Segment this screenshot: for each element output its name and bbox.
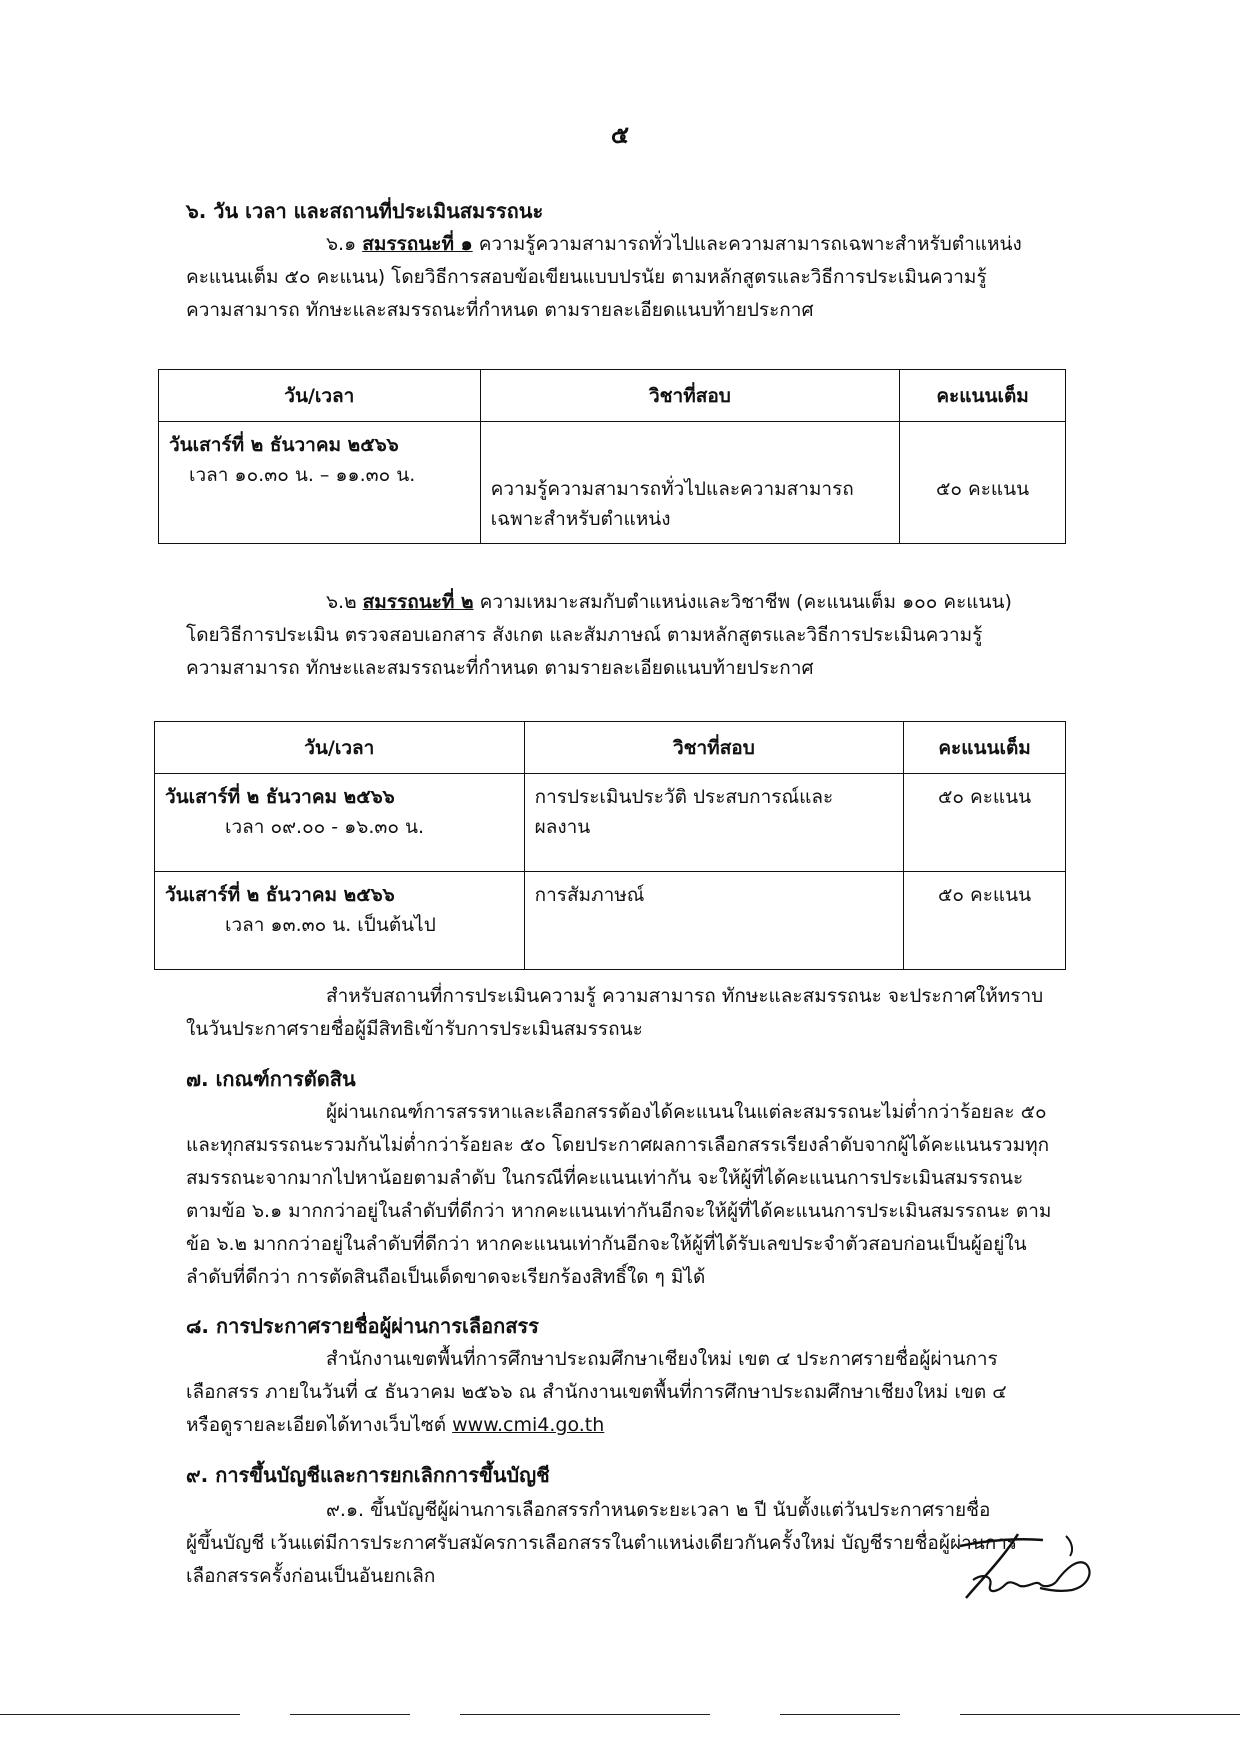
paragraph-line: ผู้ผ่านเกณฑ์การสรรหาและเลือกสรรต้องได้คะแนนในแต่ละสมรรถนะไม่ต่ำกว่าร้อยละ ๕๐ <box>326 1101 1047 1123</box>
table-row <box>159 422 1066 544</box>
paragraph-line: สำนักงานเขตพื้นที่การศึกษาประถมศึกษาเชียงใหม่ เขต ๔ ประกาศรายชื่อผู้ผ่านการ <box>326 1348 998 1370</box>
paragraph-line: และทุกสมรรถนะรวมกันไม่ต่ำกว่าร้อยละ ๕๐ โดยประกาศผลการเลือกสรรเรียงลำดับจากผู้ได้คะแนนรวมทุก <box>186 1134 1050 1156</box>
table-header: วัน/เวลา <box>155 722 525 774</box>
exam-time: เวลา ๑๓.๓๐ น. เป็นต้นไป <box>225 914 436 936</box>
table-row <box>155 872 1066 970</box>
table-header: วิชาที่สอบ <box>480 370 899 422</box>
table-header: คะแนนเต็ม <box>904 722 1066 774</box>
paragraph-line: โดยวิธีการประเมิน ตรวจสอบเอกสาร สังเกต และสัมภาษณ์ ตามหลักสูตรและวิธีการประเมินความรู้ <box>186 624 983 646</box>
footer-rule <box>0 1714 240 1715</box>
subject-cell: การสัมภาษณ์ <box>524 872 904 970</box>
paragraph-line: ในวันประกาศรายชื่อผู้มีสิทธิเข้ารับการประเมินสมรรถนะ <box>186 1018 643 1040</box>
table-header: คะแนนเต็ม <box>900 370 1066 422</box>
paragraph-line: ๖.๑ สมรรถนะที่ ๑ ความรู้ความสามารถทั่วไปและความสามารถเฉพาะสำหรับตำแหน่ง <box>326 233 1022 255</box>
footer-rule <box>960 1714 1240 1715</box>
table-header: วัน/เวลา <box>159 370 481 422</box>
paragraph-line: ผู้ขึ้นบัญชี เว้นแต่มีการประกาศรับสมัครการเลือกสรรในตำแหน่งเดียวกันครั้งใหม่ บัญชีรายชื่อผู้ผ่านการ <box>186 1532 1018 1554</box>
table-header: วิชาที่สอบ <box>524 722 904 774</box>
score-cell: ๕๐ คะแนน <box>904 774 1066 872</box>
section-8-heading: ๘. การประกาศรายชื่อผู้ผ่านการเลือกสรร <box>186 1314 539 1338</box>
venue-paragraph <box>186 980 1086 1046</box>
date-time-cell <box>159 422 481 544</box>
page-number: ๕ <box>610 121 630 149</box>
section-9-heading: ๙. การขึ้นบัญชีและการยกเลิกการขึ้นบัญชี <box>186 1463 550 1487</box>
date-time-cell <box>155 872 525 970</box>
exam-day: วันเสาร์ที่ ๒ ธันวาคม ๒๕๖๖ <box>165 884 395 906</box>
paragraph-line: ความสามารถ ทักษะและสมรรถนะที่กำหนด ตามรายละเอียดแนบท้ายประกาศ <box>186 657 814 679</box>
paragraph-line: ข้อ ๖.๒ มากกว่าอยู่ในลำดับที่ดีกว่า หากคะแนนเท่ากันอีกจะให้ผู้ที่ได้รับเลขประจำตัวสอบก่อนเป็นผู้อยู่ใน <box>186 1233 1027 1255</box>
exam-schedule-table-1 <box>158 369 1066 544</box>
paragraph-line: ความสามารถ ทักษะและสมรรถนะที่กำหนด ตามรายละเอียดแนบท้ายประกาศ <box>186 299 814 321</box>
paragraph-line: เลือกสรรครั้งก่อนเป็นอันยกเลิก <box>186 1565 436 1587</box>
footer-rule <box>460 1714 710 1715</box>
exam-schedule-table-2 <box>154 721 1066 970</box>
paragraph-line: ๖.๒ สมรรถนะที่ ๒ ความเหมาะสมกับตำแหน่งและวิชาชีพ (คะแนนเต็ม ๑๐๐ คะแนน) <box>326 591 1012 613</box>
paragraph-line: หรือดูรายละเอียดได้ทางเว็บไซต์ www.cmi4.go.th <box>186 1414 605 1436</box>
competency-1-label: สมรรถนะที่ ๑ <box>362 233 473 255</box>
exam-time: เวลา ๐๙.๐๐ - ๑๖.๓๐ น. <box>225 816 425 838</box>
competency-2-label: สมรรถนะที่ ๒ <box>362 591 474 613</box>
paragraph-line: เลือกสรร ภายในวันที่ ๔ ธันวาคม ๒๕๖๖ ณ สำนักงานเขตพื้นที่การศึกษาประถมศึกษาเชียงใหม่ เขต ๔ <box>186 1381 1007 1403</box>
exam-day: วันเสาร์ที่ ๒ ธันวาคม ๒๕๖๖ <box>169 434 399 456</box>
section-7-heading: ๗. เกณฑ์การตัดสิน <box>186 1067 356 1091</box>
subject-cell: การประเมินประวัติ ประสบการณ์และ ผลงาน <box>524 774 904 872</box>
paragraph-line: คะแนนเต็ม ๕๐ คะแนน) โดยวิธีการสอบข้อเขียนแบบปรนัย ตามหลักสูตรและวิธีการประเมินความรู้ <box>186 266 987 288</box>
section-6-heading: ๖. วัน เวลา และสถานที่ประเมินสมรรถนะ <box>186 199 544 223</box>
paragraph-line: ตามข้อ ๖.๑ มากกว่าอยู่ในลำดับที่ดีกว่า หากคะแนนเท่ากันอีกจะให้ผู้ที่ได้คะแนนการประเมินสมรรถนะ ตาม <box>186 1200 1052 1222</box>
exam-day: วันเสาร์ที่ ๒ ธันวาคม ๒๕๖๖ <box>165 786 395 808</box>
footer-rule <box>780 1714 900 1715</box>
website-link[interactable]: www.cmi4.go.th <box>452 1414 605 1436</box>
paragraph-line: ๙.๑. ขึ้นบัญชีผู้ผ่านการเลือกสรรกำหนดระยะเวลา ๒ ปี นับตั้งแต่วันประกาศรายชื่อ <box>326 1499 991 1521</box>
section-6-1-paragraph <box>186 228 1086 327</box>
exam-time: เวลา ๑๐.๓๐ น. – ๑๑.๓๐ น. <box>189 464 416 486</box>
table-row <box>155 774 1066 872</box>
paragraph-line: สมรรถนะจากมากไปหาน้อยตามลำดับ ในกรณีที่คะแนนเท่ากัน จะให้ผู้ที่ได้คะแนนการประเมินสมรรถนะ <box>186 1167 1024 1189</box>
paragraph-line: สำหรับสถานที่การประเมินความรู้ ความสามารถ ทักษะและสมรรถนะ จะประกาศให้ทราบ <box>326 985 1044 1007</box>
section-8-paragraph <box>186 1343 1086 1442</box>
score-cell: ๕๐ คะแนน <box>900 422 1066 544</box>
section-7-paragraph <box>186 1096 1086 1294</box>
date-time-cell <box>155 774 525 872</box>
signature-icon <box>948 1528 1098 1608</box>
section-6-2-paragraph <box>186 586 1086 685</box>
score-cell: ๕๐ คะแนน <box>904 872 1066 970</box>
subject-cell: ความรู้ความสามารถทั่วไปและความสามารถ เฉพาะสำหรับตำแหน่ง <box>480 422 899 544</box>
footer-rule <box>290 1714 410 1715</box>
paragraph-line: ลำดับที่ดีกว่า การตัดสินถือเป็นเด็ดขาดจะเรียกร้องสิทธิ์ใด ๆ มิได้ <box>186 1266 706 1288</box>
